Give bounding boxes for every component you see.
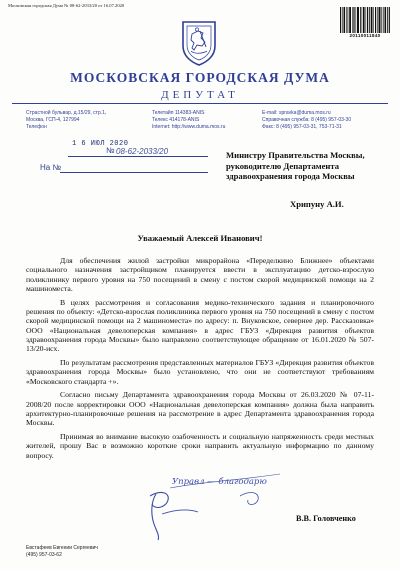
number-prefix: № xyxy=(106,146,115,155)
body-paragraph: Для обеспечения жилой застройки микрорайона «Переделкино Ближнее» объектами социального назначения застройщиком планируется ввести в эксплуатацию детско-взрослую поликлинику первого уровня на 750 посещений в смену с постом скорой медицинской помощи на 2 машиноместа. xyxy=(26,256,374,293)
body-paragraph: По результатам рассмотрения представленных материалов ГБУЗ «Дирекция развития объектов здравоохранения города Москвы» было установлено, что они не соответствуют требованиям «Московского стандарта +». xyxy=(26,357,374,386)
handwritten-signature xyxy=(140,466,290,541)
phone-line: Справочная служба: 8 (495) 957-03-30 xyxy=(262,117,352,123)
executor-name: Евстафеев Евгении Сергеевич xyxy=(26,545,98,551)
email-link[interactable]: E-mail: spravka@duma.mos.ru xyxy=(262,110,331,116)
letter-body xyxy=(26,256,374,464)
recipient-name: Хрипуну А.И. xyxy=(290,199,344,209)
telex-line: Телетайп 114383-ANIS xyxy=(152,110,205,116)
barcode xyxy=(339,7,391,33)
body-paragraph: Согласно письму Департамента здравоохранения города Москвы от 26.03.2020 № 07-11-2008/20 после корректировки ООО «Национальная девелоперская компания» должна была направить архитектурно-планировочные решения на рассмотрение в адрес Департамента здравоохранения города Москвы. xyxy=(26,390,374,428)
handwritten-note: Управл — благодарю xyxy=(172,477,267,487)
registration-note: Московская городская Дума № 08-62-2033/20 от 16.07.2020 xyxy=(8,3,125,8)
telex-line: Телекс 414178-ANIS xyxy=(152,117,200,123)
barcode-number: 20110011840 xyxy=(349,33,381,38)
contacts-block xyxy=(262,110,351,131)
fax-line: Факс: 8 (495) 957-03-31, 753-71-31 xyxy=(262,124,342,130)
deputy-title: ДЕПУТАТ xyxy=(161,89,239,101)
signatory-name: В.В. Головченко xyxy=(296,514,356,523)
reference-prefix: На № xyxy=(40,163,62,172)
salutation: Уважаемый Алексей Иванович! xyxy=(137,233,263,243)
moscow-coat-of-arms-icon xyxy=(180,20,218,66)
address-line: Телефон xyxy=(26,124,47,130)
header-divider xyxy=(12,103,388,104)
body-paragraph: В целях рассмотрения и согласования медико-технического задания и планировочного решения по объекту: «Детско-взрослая поликлиника первого уровня на 750 посещений в смену с постом скорой медицинской помощи на 2 машиноместа» по адресу: п. Внуковское, севернее дер. Рассказовка» ООО «Национальная девелоперская компания» в адрес ГБУЗ «Дирекция развития объектов здравоохранения города Москвы» было направлено соответствующее обращение от 16.01.2020 № 507-13/20-исх. xyxy=(26,297,374,354)
executor-phone: (495) 957-03-62 xyxy=(26,552,62,558)
body-paragraph: Принимая во внимание высокую озабоченность и социальную напряженность среди местных жителей, прошу Вас в возможно короткие сроки направить актуальную информацию по данному вопросу. xyxy=(26,432,374,460)
address-line: Страстной бульвар, д.15/29, стр.1, xyxy=(26,110,107,116)
executor-block xyxy=(26,545,98,559)
number-underline xyxy=(68,156,208,157)
addressee-block xyxy=(226,150,386,182)
address-block xyxy=(26,110,106,131)
addressee-line: руководителю Департамента xyxy=(226,160,339,171)
organization-name: МОСКОВСКАЯ ГОРОДСКАЯ ДУМА xyxy=(70,70,330,85)
reference-underline xyxy=(60,172,208,173)
date-stamp: 1 6 ИЮЛ 2020 xyxy=(72,140,129,148)
address-line: Москва, ГСП-4, 127994 xyxy=(26,117,80,123)
outgoing-number: 08-62-2033/20 xyxy=(116,147,169,156)
website-link[interactable]: Internet: http://www.duma.mos.ru xyxy=(152,124,226,130)
addressee-line: Министру Правительства Москвы, xyxy=(226,150,365,160)
addressee-line: здравоохранения города Москвы xyxy=(226,171,355,181)
telex-block xyxy=(152,110,225,131)
